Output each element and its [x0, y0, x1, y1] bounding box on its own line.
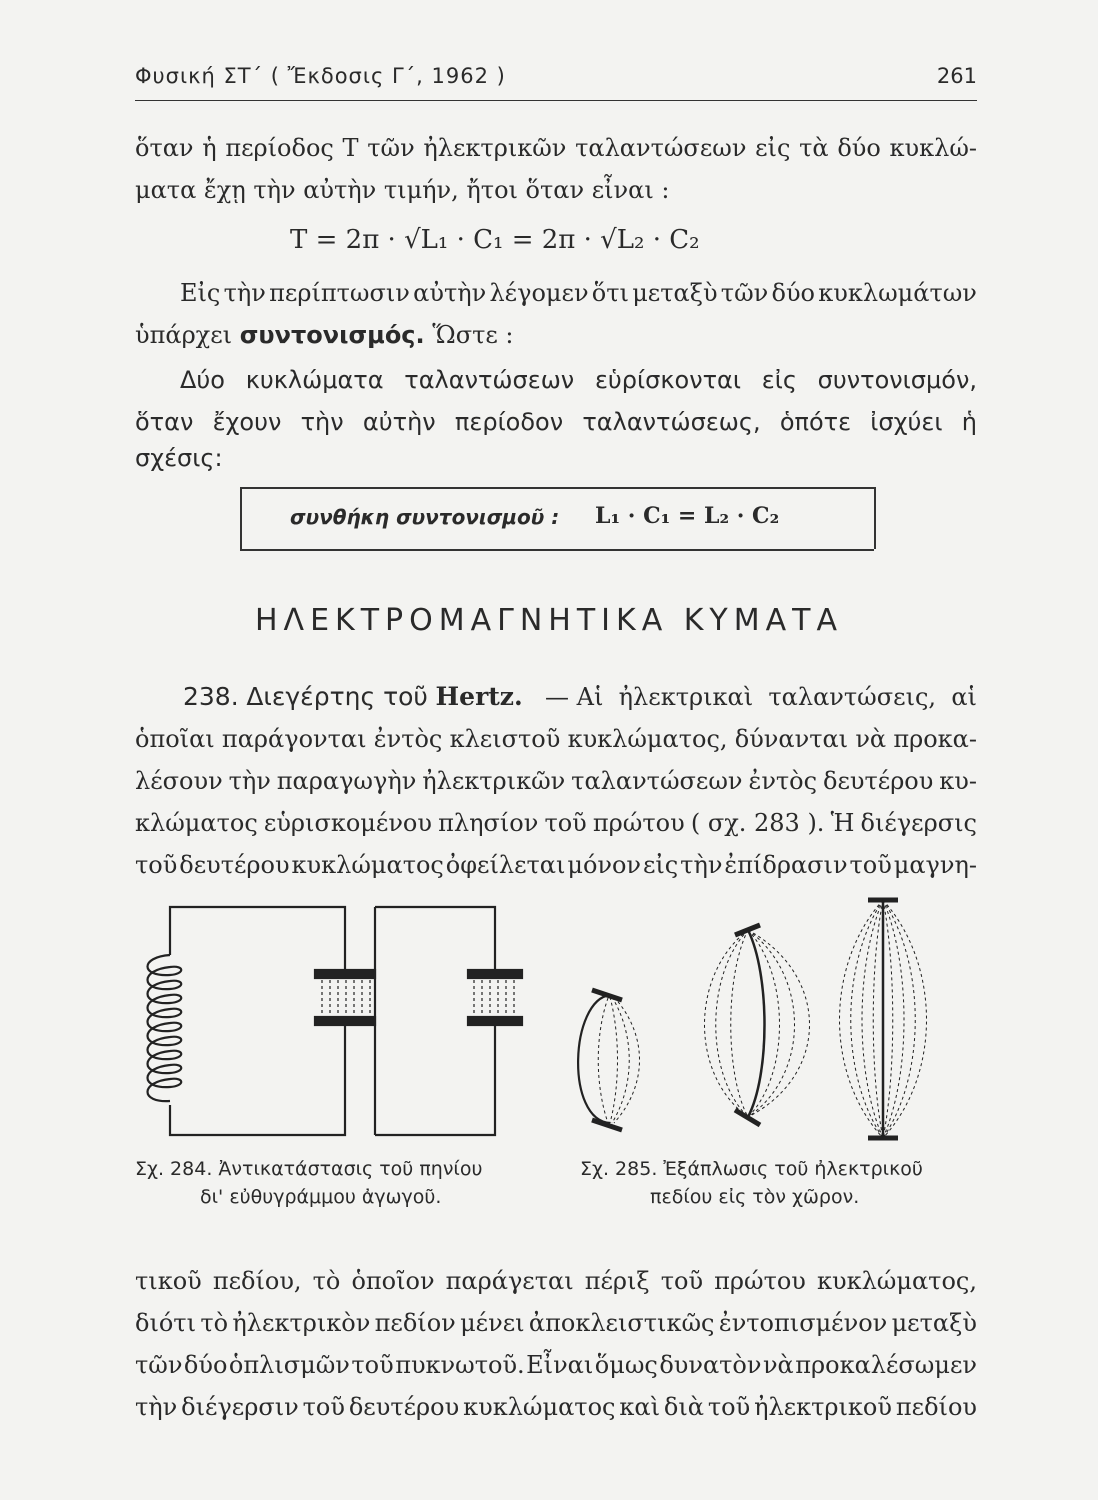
word: δύο — [771, 279, 815, 307]
word: τικοῦ — [135, 1267, 202, 1295]
word: κυκλώματος — [291, 851, 444, 879]
fig285-caption-line1: Σχ. 285. Ἐξάπλωσις τοῦ ἠλεκτρικοῦ — [580, 1158, 923, 1180]
word: ὅταν — [135, 134, 194, 162]
word: λέγομεν — [489, 279, 589, 307]
fig284-caption-line1: Σχ. 284. Ἀντικατάστασις τοῦ πηνίου — [135, 1158, 483, 1180]
word: ἡ — [961, 408, 977, 436]
section-heading-name: Hertz. — [435, 682, 523, 711]
word: τὸ — [312, 1267, 341, 1295]
word: ταλαντώσεως, — [582, 408, 761, 436]
word: ὁπότε — [779, 408, 852, 436]
word: ὁπλισμῶν — [228, 1351, 350, 1379]
fig285-caption-line2: πεδίου εἰς τὸν χῶρον. — [650, 1186, 860, 1208]
word: ἠλεκτρικοῦ — [754, 1393, 892, 1421]
word: κυκλώματα — [245, 366, 384, 394]
word: ἔχουν — [212, 408, 282, 436]
word: μένει — [460, 1309, 525, 1337]
word: Εἶναι — [526, 1351, 594, 1379]
word: νὰ — [762, 1351, 794, 1379]
word: ἐντὸς — [373, 725, 443, 753]
box-rule-top — [240, 487, 874, 489]
word: μεταξὺ — [891, 1309, 977, 1337]
para1-line1 — [135, 127, 977, 169]
word: τοῦ — [707, 1393, 751, 1421]
word: αἱ — [951, 683, 977, 711]
word: τὰ — [799, 134, 829, 162]
word: αὐτὴν — [413, 279, 487, 307]
word: ὅμως — [594, 1351, 658, 1379]
word: κυκλωμάτων — [818, 279, 977, 307]
word: τοῦ — [849, 851, 892, 879]
figure-284-straight-circuit — [375, 907, 522, 1135]
section-238-line5 — [135, 844, 977, 886]
word: τὴν — [223, 279, 266, 307]
word: παραγωγὴν — [276, 767, 417, 795]
word: πέριξ — [584, 1267, 650, 1295]
word: — Αἱ — [545, 683, 604, 711]
word: κλώματος — [135, 809, 258, 837]
word: πεδίον — [374, 1309, 456, 1337]
word: εὑρισκομένου — [263, 809, 432, 837]
word: κυκλώματος, — [816, 1267, 977, 1295]
para-end-line4 — [135, 1386, 977, 1428]
word: τοῦ — [135, 851, 178, 879]
word: κυκλώματος — [463, 1393, 616, 1421]
word: αὐτὴν — [362, 408, 436, 436]
word: εἰς — [761, 366, 797, 394]
word: τὴν — [228, 767, 271, 795]
word: πρώτου — [592, 809, 685, 837]
word: τοῦ — [302, 1393, 345, 1421]
word: λέσουν — [135, 767, 223, 795]
section-238-line3 — [135, 760, 977, 802]
para-end-line2 — [135, 1302, 977, 1344]
word: παράγεται — [445, 1267, 574, 1295]
word: ἐντοπισμένον — [718, 1309, 888, 1337]
word: πεδίου — [895, 1393, 977, 1421]
word: κυκλώ- — [889, 134, 977, 162]
word: προκαλέσωμεν — [795, 1351, 977, 1379]
period-formula: T = 2π · √L₁ · C₁ = 2π · √L₂ · C₂ — [290, 225, 700, 255]
word: Ἡ — [830, 809, 855, 837]
box-rule-bottom — [240, 549, 874, 551]
para-end-line1 — [135, 1260, 977, 1302]
word: διότι — [135, 1309, 196, 1337]
word: ( σχ. 283 ). — [690, 809, 825, 837]
word: μόνον — [567, 851, 642, 879]
word: παράγονται — [221, 725, 367, 753]
word: περίοδος — [225, 134, 334, 162]
word: ὅταν — [135, 408, 194, 436]
section-238-line4 — [135, 802, 977, 844]
word: εἰς — [755, 134, 791, 162]
word: T — [342, 134, 359, 162]
word: δευτέρου — [348, 1393, 460, 1421]
word: νὰ — [855, 725, 887, 753]
para-end-line3 — [135, 1344, 977, 1386]
word: μεταξὺ — [632, 279, 718, 307]
word: εἰς — [642, 851, 679, 879]
word: ὅτι — [591, 279, 629, 307]
section-238-line2 — [135, 718, 977, 760]
para2-text-post: Ὥστε : — [432, 321, 514, 349]
figures-284-285 — [130, 895, 980, 1150]
word: ὀφείλεται — [445, 851, 566, 879]
word: δευτέρου — [823, 767, 934, 795]
page-header — [135, 62, 977, 101]
word: τὴν — [300, 408, 344, 436]
word: κλειστοῦ — [449, 725, 561, 753]
word: δύο — [837, 134, 881, 162]
para2-line2 — [135, 314, 514, 356]
word: τῶν — [135, 1351, 183, 1379]
word: ἠλεκτρικαὶ — [618, 683, 754, 711]
word: κυ- — [939, 767, 977, 795]
word: τὴν — [680, 851, 723, 879]
word: πλησίον — [438, 809, 539, 837]
definition-line1 — [180, 360, 977, 400]
word: ταλαντώσεων — [404, 366, 575, 394]
word: ἠλεκτρικὸν — [232, 1309, 371, 1337]
word: ταλαντώσεις, — [768, 683, 937, 711]
word: ἠλεκτρικῶν — [422, 767, 566, 795]
figure-285-field-spreading — [578, 900, 926, 1138]
para2-line1 — [180, 272, 977, 314]
resonance-condition-formula: L₁ · C₁ = L₂ · C₂ — [595, 503, 780, 529]
section-title: ΗΛΕΚΤΡΟΜΑΓΝΗΤΙΚΑ ΚΥΜΑΤΑ — [254, 603, 843, 638]
term-resonance: συντονισμός. — [239, 321, 425, 349]
word: τὸ — [200, 1309, 229, 1337]
section-heading: Διεγέρτης τοῦ — [246, 682, 428, 711]
section-238-line1-rest — [545, 676, 977, 718]
word: εὑρίσκονται — [594, 366, 741, 394]
word: πυκνωτοῦ. — [395, 1351, 525, 1379]
figure-284-coil-circuit — [148, 907, 376, 1135]
word: ταλαντώσεων — [575, 134, 747, 162]
resonance-condition-label: συνθήκη συντονισμοῦ : — [290, 505, 560, 529]
word: δύνανται — [734, 725, 849, 753]
word: ἐπίδρασιν — [724, 851, 848, 879]
running-title: Φυσική ΣΤ΄ ( Ἔκδοσις Γ΄, 1962 ) — [135, 64, 506, 88]
word: περίοδον — [454, 408, 564, 436]
word: ἀποκλειστικῶς — [528, 1309, 715, 1337]
word: διέγερσις — [860, 809, 977, 837]
word: διέγερσιν — [181, 1393, 299, 1421]
word: δυνατὸν — [659, 1351, 762, 1379]
word: κυκλώματος, — [567, 725, 728, 753]
word: δευτέρου — [179, 851, 290, 879]
word: μαγνη- — [893, 851, 977, 879]
word: προκα- — [893, 725, 977, 753]
fig284-caption-line2: δι' εὐθυγράμμου ἀγωγοῦ. — [200, 1186, 442, 1208]
word: ὁποῖαι — [135, 725, 215, 753]
word: τοῦ — [660, 1267, 704, 1295]
word: τοῦ — [544, 809, 587, 837]
word: Δύο — [180, 366, 225, 394]
word: τὴν — [135, 1393, 178, 1421]
para1-line2: ματα ἔχῃ τὴν αὐτὴν τιμήν, ἤτοι ὅταν εἶναι : — [135, 176, 670, 204]
word: τοῦ — [351, 1351, 394, 1379]
word: ἐντὸς — [748, 767, 818, 795]
definition-line2 — [135, 402, 977, 442]
word: ἠλεκτρικῶν — [423, 134, 567, 162]
word: Εἰς — [180, 279, 221, 307]
word: περίπτωσιν — [269, 279, 410, 307]
word: πρώτου — [714, 1267, 806, 1295]
word: ἰσχύει — [870, 408, 943, 436]
word: συντονισμόν, — [817, 366, 977, 394]
word: ἡ — [202, 134, 217, 162]
word: καὶ — [619, 1393, 660, 1421]
word: τῶν — [720, 279, 769, 307]
word: δύο — [183, 1351, 228, 1379]
word: ταλαντώσεων — [571, 767, 743, 795]
word: πεδίου, — [212, 1267, 302, 1295]
word: διὰ — [663, 1393, 704, 1421]
page-number: 261 — [936, 64, 977, 88]
section-number: 238. — [183, 682, 239, 711]
word: τῶν — [367, 134, 415, 162]
word: ὁποῖον — [351, 1267, 435, 1295]
definition-line3: σχέσις: — [135, 444, 223, 472]
para2-text-pre: ὑπάρχει — [135, 321, 233, 349]
